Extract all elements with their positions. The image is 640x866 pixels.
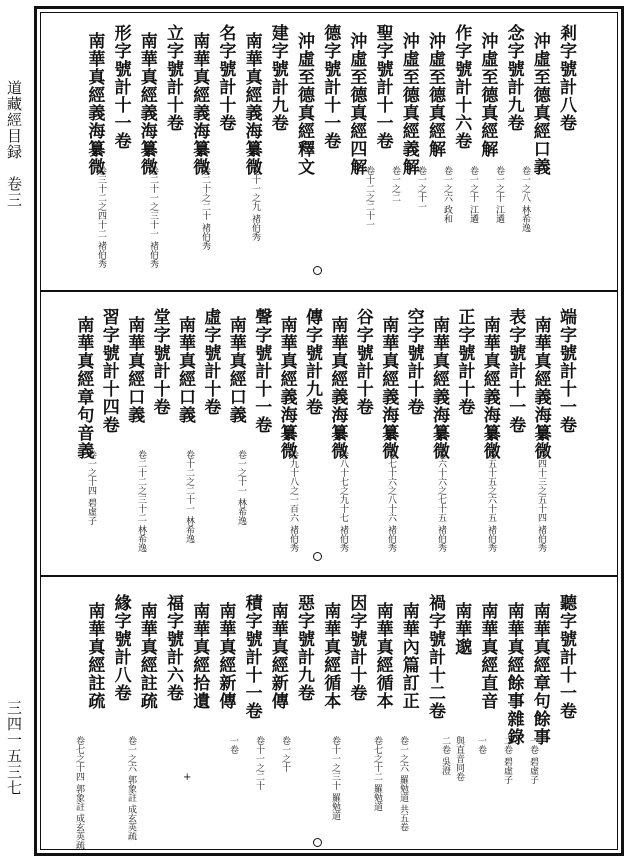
scripture-title: 南華真經口義 [124, 316, 145, 424]
volume-heading: 緣字號計八卷 [110, 594, 131, 702]
scripture-title: 南華真經義海纂微 [84, 32, 105, 176]
annotation-note: 卷一之十 [280, 736, 290, 772]
scripture-title: 南華真經直音 [477, 602, 498, 710]
scripture-title: 南華真經循本 [320, 602, 341, 710]
annotation-note: 一卷 [476, 736, 486, 754]
annotation-note: 卷二十二之三十二 林希逸 [136, 450, 146, 552]
scripture-title: 南華內篇訂正 [398, 602, 419, 710]
annotation-note: 卷十二之二十一 [364, 166, 374, 229]
scripture-title: 南華真經義海纂微 [276, 316, 297, 460]
annotation-note: 卷七之十二 羅勉道 [372, 736, 382, 811]
volume-heading: 積字號計十一卷 [241, 594, 262, 720]
annotation-note: 卷一之十 江遹 [494, 166, 504, 223]
section-end-circle [313, 552, 322, 561]
scripture-title: 南華真經註疏 [136, 602, 157, 710]
annotation-note: 卷十一之九 褚伯秀 [250, 166, 260, 241]
annotation-note: 卷二十一之三十一 褚伯秀 [148, 166, 158, 268]
annotation-note: 卷九十八之一百六 褚伯秀 [288, 450, 298, 552]
annotation-note: 卷七十六之八十六 褚伯秀 [386, 450, 396, 552]
scripture-title: 沖虛至德真經解 [425, 32, 445, 158]
scripture-title: 沖虛至德真經解 [477, 32, 498, 158]
volume-heading: 建字號計九卷 [267, 24, 288, 132]
volume-heading: 禍字號計十二卷 [425, 594, 445, 720]
volume-heading: 福字號計六卷 [163, 594, 183, 702]
scripture-title: 南華真經義海纂微 [479, 316, 500, 460]
annotation-note: 卷一之十一 林希逸 [236, 450, 246, 525]
scripture-title: 南華真經章句餘事 [529, 602, 550, 746]
volume-heading: 聲字號計十一卷 [251, 308, 272, 434]
section-end-circle [313, 838, 322, 847]
annotation-note: 卷一之十四 碧虛子 [86, 450, 96, 525]
scripture-title: 南華真經註疏 [84, 602, 105, 710]
annotation-note: 二卷 吳澄 [440, 736, 450, 775]
scripture-title: 南華真經口義 [175, 316, 195, 424]
annotation-note: 卷一之八 林希逸 [520, 166, 530, 232]
annotation-note: 卷四十三之五十四 褚伯秀 [536, 450, 546, 552]
volume-heading: 傳字號計九卷 [302, 308, 322, 416]
volume-heading: 正字號計十卷 [454, 308, 475, 416]
annotation-note: 一卷 [228, 736, 238, 754]
scripture-title: 南華真經拾遺 [189, 602, 210, 710]
annotation-note: 卷一之十一 [416, 166, 426, 211]
annotation-note: 卷一之六 羅勉道 共五卷 [398, 736, 408, 832]
volume-heading: 念字號計九卷 [503, 24, 524, 132]
section-end-circle [313, 266, 322, 275]
volume-heading: 剎字號計八卷 [556, 24, 576, 132]
scripture-title: 南華真經循本 [372, 602, 393, 710]
volume-heading: 立字號計十卷 [163, 24, 183, 132]
annotation-note: 二卷 碧虛子 [502, 736, 512, 784]
volume-heading: 習字號計十四卷 [98, 308, 119, 434]
scripture-title: 南華真經義海纂微 [327, 316, 348, 460]
volume-heading: 聖字號計十一卷 [372, 24, 393, 150]
annotation-note: 卷十二之二十一 林希逸 [184, 450, 194, 543]
volume-heading: 谷字號計十卷 [352, 308, 373, 416]
scripture-title: 南華邈 [451, 602, 472, 656]
annotation-note: 卷三十二之四十二 褚伯秀 [96, 166, 106, 268]
annotation-note: 卷二十之二十 褚伯秀 [200, 166, 210, 250]
scripture-title: 沖虛至德真經四解 [346, 32, 367, 176]
annotation-note: 一卷 碧虛子 [528, 736, 538, 784]
scripture-title: 南華真經義海纂微 [136, 32, 157, 176]
annotation-note: 與直音同卷 [454, 736, 464, 781]
scripture-title: 南華真經義海纂微 [189, 32, 210, 176]
scripture-title: 南華真經口義 [225, 316, 246, 424]
annotation-note: 卷一之六 郭象註 成玄英疏 [126, 736, 136, 841]
scripture-title: 沖虛至德真經釋文 [294, 32, 314, 176]
volume-heading: 堂字號計十卷 [149, 308, 170, 416]
annotation-note: 卷一之六 政和 [442, 166, 452, 223]
annotation-note: 卷一之十 江遹 [468, 166, 478, 223]
cross-mark: + [183, 772, 192, 783]
scripture-title: 沖虛至德真經口義 [529, 32, 550, 176]
scripture-title: 南華真經義海纂微 [241, 32, 262, 176]
section-divider-1 [40, 290, 618, 292]
volume-heading: 表字號計十一卷 [505, 308, 526, 434]
scripture-title: 南華真經章句音義 [73, 316, 94, 460]
scripture-title: 南華真經新傳 [267, 602, 288, 710]
section-divider-2 [40, 575, 618, 577]
volume-heading: 名字號計十卷 [215, 24, 236, 132]
annotation-note: 卷五十五之六十五 褚伯秀 [486, 450, 496, 552]
page-number: 三四一五三七 [5, 700, 23, 796]
volume-heading: 虛字號計十卷 [200, 308, 221, 416]
volume-heading: 作字號計十六卷 [451, 24, 472, 150]
annotation-note: 卷六十六之七十五 褚伯秀 [436, 450, 446, 552]
scripture-title: 沖虛至德真經義解 [398, 32, 419, 176]
annotation-note: 卷八十七之九十七 褚伯秀 [338, 450, 348, 552]
scripture-title: 南華真經餘事雜錄 [503, 602, 524, 746]
annotation-note: 卷七之十四 郭象註 成玄英疏 [74, 736, 84, 850]
volume-heading: 形字號計十一卷 [110, 24, 131, 150]
scripture-title: 南華真經新傳 [215, 602, 236, 710]
running-title: 道藏經目録 卷三 [5, 80, 23, 208]
scripture-title: 南華真經義海纂微 [429, 316, 449, 460]
annotation-note: 卷十一之三十 羅勉道 [330, 736, 340, 820]
volume-heading: 聽字號計十一卷 [556, 594, 576, 720]
volume-heading: 惡字號計九卷 [294, 594, 314, 702]
scripture-title: 南華真經義海纂微 [378, 316, 399, 460]
volume-heading: 德字號計十一卷 [320, 24, 341, 150]
volume-heading: 空字號計十卷 [403, 308, 424, 416]
volume-heading: 端字號計十一卷 [556, 308, 576, 434]
scripture-title: 南華真經義海纂微 [530, 316, 551, 460]
annotation-note: 卷十一之二十 [254, 736, 264, 790]
volume-heading: 因字號計十卷 [346, 594, 367, 702]
annotation-note: 卷一之二 [390, 166, 400, 202]
